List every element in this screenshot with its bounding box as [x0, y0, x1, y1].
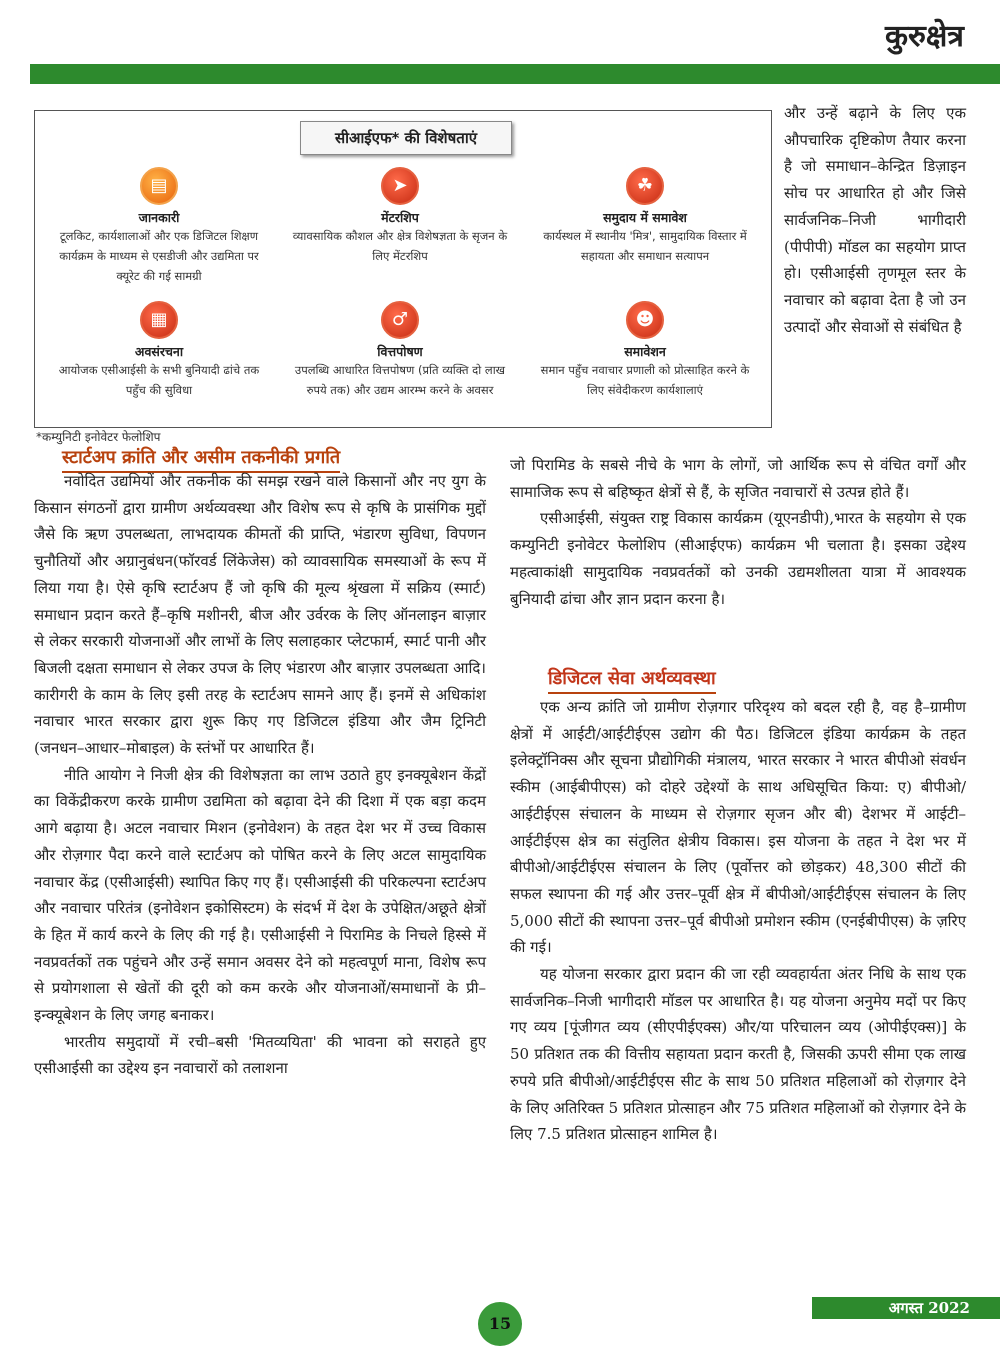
feature-desc: टूलकिट, कार्यशालाओं और एक डिजिटल शिक्षण कार्यक्रम के माध्यम से एसडीजी और उद्यमिता पर क्यूरेट की गई सामग्री [59, 229, 259, 283]
right-column-lower [510, 694, 966, 1148]
feature-desc: व्यावसायिक कौशल और क्षेत्र विशेषज्ञता के सृजन के लिए मेंटरशिप [292, 229, 508, 263]
right-paragraph-4: यह योजना सरकार द्वारा प्रदान की जा रही व्यवहार्यता अंतर निधि के साथ एक सार्वजनिक–निजी भागीदारी मॉडल पर आधारित है। यह योजना अनुमेय मदों पर किए गए व्यय [पूंजीगत व्यय (सीएपीईएक्स) और/या परिचालन व्यय (ओपीईएक्स)] के 50 प्रतिशत तक की वित्तीय सहायता प्रदान करती है, जिसकी ऊपरी सीमा एक लाख रुपये प्रति बीपीओ/आईटीईएस सीट के साथ 50 प्रतिशत महिलाओं को रोज़गार देने के लिए अतिरिक्त 5 प्रतिशत प्रोत्साहन और 75 प्रतिशत महिलाओं को रोज़गार देने के लिए 7.5 प्रतिशत प्रोत्साहन शामिल है। [510, 965, 966, 1144]
left-paragraph-1: नवोदित उद्यमियों और तकनीक की समझ रखने वाले किसानों और नए युग के किसान संगठनों द्वारा ग्रामीण अर्थव्यवस्था और विशेष रूप से कृषि के प्रासंगिक मुद्दों जैसे कि ऋण उपलब्धता, लाभदायक कीमतों की प्राप्ति, भंडारण सुविधा, विपणन चुनौतियों और अग्रानुबंधन(फॉरवर्ड लिंकेजेस) को व्यावसायिक समस्याओं के रूप में लिया गया है। ऐसे कृषि स्टार्टअप हैं जो कृषि की मूल्य श्रृंखला में सक्रिय (स्मार्ट) समाधान प्रदान करते हैं–कृषि मशीनरी, बीज और उर्वरक के लिए ऑनलाइन बाज़ार से लेकर सरकारी योजनाओं और लाभों के लिए सलाहकार प्लेटफार्म, स्मार्ट पानी और बिजली दक्षता समाधान से लेकर उपज के लिए भंडारण और बाज़ार उपलब्धता आदि। कारीगरी के काम के लिए इसी तरह के स्टार्टअप सामने आए हैं। इनमें से अधिकांश नवाचार भारत सरकार द्वारा शुरू किए गए डिजिटल इंडिया और जैम ट्रिनिटी (जनधन–आधार–मोबाइल) के स्तंभों पर आधारित हैं। [34, 472, 486, 758]
right-paragraph-2: एसीआईसी, संयुक्त राष्ट्र विकास कार्यक्रम (यूएनडीपी),भारत के सहयोग से एक कम्युनिटी इनोवेटर फेलोशिप (सीआईएफ) कार्यक्रम भी चलाता है। इसका उद्देश्य महत्वाकांक्षी सामुदायिक नवप्रवर्तकों को उनकी उद्यमशीलता यात्रा में आवश्यक बुनियादी ढांचा और ज्ञान प्रदान करना है। [510, 509, 966, 608]
feature-desc: समान पहुँच नवाचार प्रणाली को प्रोत्साहित करने के लिए संवेदीकरण कार्यशालाएं [540, 363, 750, 397]
feature-name: वित्तपोषण [377, 344, 423, 359]
left-column [34, 468, 486, 1082]
feature-name: जानकारी [138, 210, 180, 225]
handshake-icon: ☘ [626, 167, 664, 205]
right-column-upper [510, 452, 966, 612]
feature-funding [290, 301, 510, 400]
rocket-icon: ➤ [381, 167, 419, 205]
section-heading-digital: डिजिटल सेवा अर्थव्यवस्था [548, 666, 716, 694]
issue-date: अगस्त 2022 [888, 1299, 970, 1317]
box-footnote: *कम्युनिटी इनोवेटर फेलोशिप [36, 430, 161, 444]
feature-desc: आयोजक एसीआईसी के सभी बुनियादी ढांचे तक पहुँच की सुविधा [58, 363, 260, 397]
gender-icon: ♂ [381, 301, 419, 339]
right-top-paragraph: और उन्हें बढ़ाने के लिए एक औपचारिक दृष्टिकोण तैयार करना है जो समाधान–केन्द्रित डिज़ाइन सोच पर आधारित हो और जिसे सार्वजनिक–निजी भागीदारी (पीपीपी) मॉडल का सहयोग प्राप्त हो। एसीआईसी तृणमूल स्तर के नवाचार को बढ़ावा देता है जो उन उत्पादों और सेवाओं से संबंधित है [784, 104, 966, 336]
feature-name: समावेशन [624, 344, 666, 359]
building-icon: ▦ [140, 301, 178, 339]
page-number: 15 [478, 1302, 522, 1346]
left-paragraph-2: नीति आयोग ने निजी क्षेत्र की विशेषज्ञता का लाभ उठाते हुए इनक्यूबेशन केंद्रों का विकेंद्रीकरण करके ग्रामीण उद्यमिता को बढ़ावा देने की दिशा में एक बड़ा कदम आगे बढ़ाया है। अटल नवाचार मिशन (इनोवेशन) के तहत देश भर में उच्च विकास और रोज़गार पैदा करने वाले स्टार्टअप को पोषित करने के लिए अटल सामुदायिक नवाचार केंद्र (एसीआईसी) स्थापित किए गए हैं। एसीआईसी की परिकल्पना स्टार्टअप और नवाचार परितंत्र (इनोवेशन इकोसिस्टम) के संदर्भ में देश के उपेक्षित/अछूते क्षेत्रों के हित में कार्य करने के लिए की गई है। एसीआईसी ने पिरामिड के निचले हिस्से में नवप्रवर्तकों तक पहुंचने और उन्हें समान अवसर देने को महत्वपूर्ण माना, विशेष रूप से प्रयोगशाला से खेतों की दूरी को कम करके और योजनाओं/समाधानों के प्री–इन्क्यूबेशन के लिए जगह बनाकर। [34, 765, 486, 1025]
left-paragraph-3: भारतीय समुदायों में रची–बसी 'मितव्ययिता' की भावना को सराहते हुए एसीआईसी का उद्देश्य इन नवाचारों को तलाशना [34, 1032, 486, 1078]
right-paragraph-3: एक अन्य क्रांति जो ग्रामीण रोज़गार परिदृश्य को बदल रही है, वह है–ग्रामीण क्षेत्रों में आईटी/आईटीईएस उद्योग की पैठ। डिजिटल इंडिया कार्यक्रम के तहत इलेक्ट्रॉनिक्स और सूचना प्रौद्योगिकी मंत्रालय, भारत सरकार ने भारत बीपीओ संवर्धन स्कीम (आईबीपीएस) को दोहरे उद्देश्यों के साथ अधिसूचित किया: ए) बीपीओ/आईटीईएस संचालन के माध्यम से रोज़गार सृजन और बी) देशभर में आईटी–आईटीईएस क्षेत्र का संतुलित क्षेत्रीय विकास। इस योजना के तहत ने देश भर में बीपीओ/आईटीईएस संचालन के लिए (पूर्वोत्तर को छोड़कर) 48,300 सीटों की सफल स्थापना की गई और उत्तर–पूर्वी क्षेत्र में बीपीओ/आईटीईएस संचालन के लिए 5,000 सीटों की स्थापना उत्तर–पूर्व बीपीओ प्रमोशन स्कीम (एनईबीपीएस) के ज़रिए की गई। [510, 698, 966, 957]
laptop-icon: ▤ [140, 167, 178, 205]
feature-information [49, 167, 269, 286]
feature-name: समुदाय में समावेश [603, 210, 687, 225]
feature-name: मेंटरशिप [381, 210, 419, 225]
feature-desc: उपलब्धि आधारित वित्तपोषण (प्रति व्यक्ति दो लाख रुपये तक) और उद्यम आरम्भ करने के अवसर [294, 363, 506, 397]
box-title: सीआईएफ* की विशेषताएं [300, 121, 512, 155]
magazine-title: कुरुक्षेत्र [884, 19, 964, 54]
feature-community [535, 167, 755, 266]
top-green-bar [30, 64, 1000, 84]
right-paragraph-1: जो पिरामिड के सबसे नीचे के भाग के लोगों, जो आर्थिक रूप से वंचित वर्गों और सामाजिक रूप से बहिष्कृत क्षेत्रों से हैं, के सृजित नवाचारों से उत्पन्न होते हैं। [510, 456, 966, 501]
right-top-column [784, 100, 966, 340]
feature-inclusion [535, 301, 755, 400]
section-heading-startup: स्टार्टअप क्रांति और असीम तकनीकी प्रगति [62, 445, 340, 473]
cif-features-box [34, 110, 772, 428]
feature-desc: कार्यस्थल में स्थानीय 'मित्र', सामुदायिक विस्तार में सहायता और समाधान सत्यापन [543, 229, 747, 263]
group-icon: ☻ [626, 301, 664, 339]
feature-infrastructure [49, 301, 269, 400]
feature-name: अवसंरचना [134, 344, 184, 359]
feature-mentorship [290, 167, 510, 266]
